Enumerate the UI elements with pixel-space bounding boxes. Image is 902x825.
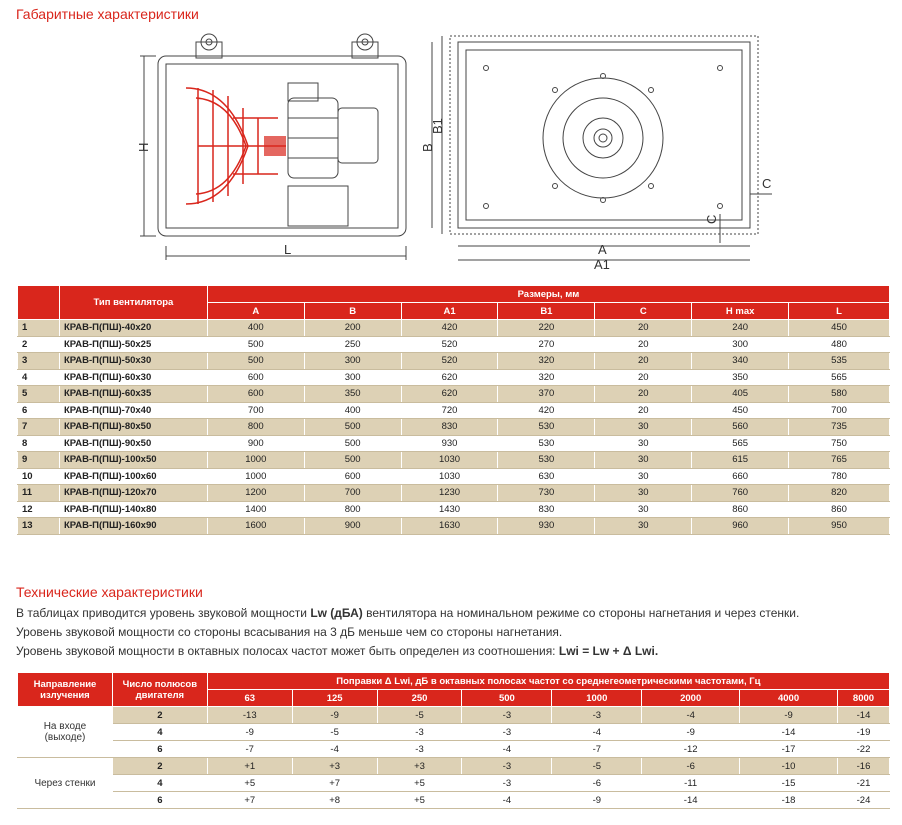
side-view-drawing xyxy=(138,28,413,263)
dims-header-sizes: Размеры, мм xyxy=(207,286,889,303)
label-H: H xyxy=(136,142,151,152)
dims-row-name: КРАВ-П(ПШ)-50х25 xyxy=(59,336,207,353)
dims-cell: 800 xyxy=(304,501,401,518)
sound-cell: -9 xyxy=(552,792,642,809)
p1-text-c: вентилятора на номинальном режиме со стороны нагнетания и через стенки. xyxy=(362,606,800,620)
dims-cell: 780 xyxy=(789,468,890,485)
dims-cell: 900 xyxy=(304,518,401,535)
dims-cell: 530 xyxy=(498,452,595,469)
sound-row xyxy=(18,792,890,809)
dims-cell: 370 xyxy=(498,386,595,403)
sound-cell: +3 xyxy=(292,758,377,775)
dims-col-header: A xyxy=(207,303,304,320)
dims-cell: 700 xyxy=(207,402,304,419)
dims-cell: 1230 xyxy=(401,485,498,502)
sound-freq-header: 125 xyxy=(292,690,377,707)
dims-row-name: КРАВ-П(ПШ)-80х50 xyxy=(59,419,207,436)
dims-cell: 350 xyxy=(304,386,401,403)
dims-cell: 300 xyxy=(304,353,401,370)
sound-cell: -14 xyxy=(837,707,889,724)
dims-cell: 580 xyxy=(789,386,890,403)
dims-row-name: КРАВ-П(ПШ)-70х40 xyxy=(59,402,207,419)
dims-cell: 620 xyxy=(401,386,498,403)
dims-row-name: КРАВ-П(ПШ)-100х50 xyxy=(59,452,207,469)
sound-row xyxy=(18,724,890,741)
dims-cell: 950 xyxy=(789,518,890,535)
dims-row-number: 4 xyxy=(18,369,60,386)
paragraph-3 xyxy=(16,644,658,658)
dims-row-number: 7 xyxy=(18,419,60,436)
sound-cell: +7 xyxy=(207,792,292,809)
p3-text-b: Lwi = Lw + Δ Lwi. xyxy=(558,644,659,658)
dims-cell: 620 xyxy=(401,369,498,386)
dims-row-number: 8 xyxy=(18,435,60,452)
sound-cell: -4 xyxy=(552,724,642,741)
sound-cell: -9 xyxy=(642,724,740,741)
dims-cell: 1430 xyxy=(401,501,498,518)
sound-cell: -3 xyxy=(462,707,552,724)
sound-row xyxy=(18,741,890,758)
sound-cell: -16 xyxy=(837,758,889,775)
tech-title: Технические характеристики xyxy=(16,584,203,600)
dims-cell: 300 xyxy=(304,369,401,386)
sound-cell: -21 xyxy=(837,775,889,792)
dims-row xyxy=(18,369,890,386)
dims-row xyxy=(18,452,890,469)
dims-cell: 30 xyxy=(595,419,692,436)
dims-cell: 600 xyxy=(207,386,304,403)
dims-cell: 20 xyxy=(595,369,692,386)
sound-cell: -13 xyxy=(207,707,292,724)
dims-row-number: 13 xyxy=(18,518,60,535)
dims-cell: 1030 xyxy=(401,468,498,485)
sound-cell: -3 xyxy=(552,707,642,724)
sound-cell: -7 xyxy=(552,741,642,758)
dims-cell: 240 xyxy=(692,320,789,337)
dims-cell: 350 xyxy=(692,369,789,386)
dims-row-name: КРАВ-П(ПШ)-140х80 xyxy=(59,501,207,518)
dims-cell: 565 xyxy=(692,435,789,452)
sound-header-direction: Направление излучения xyxy=(18,673,113,707)
sound-freq-header: 63 xyxy=(207,690,292,707)
dims-cell: 420 xyxy=(498,402,595,419)
dims-cell: 830 xyxy=(498,501,595,518)
dims-cell: 615 xyxy=(692,452,789,469)
dims-cell: 750 xyxy=(789,435,890,452)
sound-cell: -11 xyxy=(642,775,740,792)
sound-header-poles: Число полюсов двигателя xyxy=(112,673,207,707)
dims-row-number: 1 xyxy=(18,320,60,337)
sound-cell: -7 xyxy=(207,741,292,758)
sound-cell: +8 xyxy=(292,792,377,809)
dims-cell: 730 xyxy=(498,485,595,502)
dims-row xyxy=(18,336,890,353)
sound-poles: 6 xyxy=(112,741,207,758)
sound-cell: -9 xyxy=(292,707,377,724)
sound-cell: -18 xyxy=(740,792,838,809)
paragraph-2: Уровень звуковой мощности со стороны всасывания на 3 дБ меньше чем со стороны нагнетания. xyxy=(16,625,563,639)
dims-cell: 530 xyxy=(498,435,595,452)
dims-cell: 930 xyxy=(498,518,595,535)
sound-cell: -10 xyxy=(740,758,838,775)
sound-cell: -4 xyxy=(462,792,552,809)
sound-cell: +5 xyxy=(377,792,462,809)
dims-row-number: 2 xyxy=(18,336,60,353)
dims-cell: 860 xyxy=(692,501,789,518)
sound-cell: -14 xyxy=(740,724,838,741)
sound-cell: -17 xyxy=(740,741,838,758)
sound-poles: 2 xyxy=(112,758,207,775)
sound-cell: -3 xyxy=(462,775,552,792)
dims-cell: 500 xyxy=(207,353,304,370)
dims-col-header: H max xyxy=(692,303,789,320)
dims-cell: 400 xyxy=(207,320,304,337)
dims-cell: 420 xyxy=(401,320,498,337)
dims-header-type: Тип вентилятора xyxy=(59,286,207,320)
sound-freq-header: 4000 xyxy=(740,690,838,707)
sound-cell: -5 xyxy=(292,724,377,741)
dims-cell: 1000 xyxy=(207,452,304,469)
dims-row-name: КРАВ-П(ПШ)-40х20 xyxy=(59,320,207,337)
sound-freq-header: 250 xyxy=(377,690,462,707)
dims-row xyxy=(18,468,890,485)
sound-cell: -24 xyxy=(837,792,889,809)
dims-cell: 660 xyxy=(692,468,789,485)
sound-row xyxy=(18,775,890,792)
sound-cell: -9 xyxy=(207,724,292,741)
dims-row xyxy=(18,402,890,419)
sound-cell: -3 xyxy=(377,741,462,758)
dims-row-number: 9 xyxy=(18,452,60,469)
dims-cell: 1600 xyxy=(207,518,304,535)
dims-row-name: КРАВ-П(ПШ)-60х35 xyxy=(59,386,207,403)
dims-col-header: B xyxy=(304,303,401,320)
dims-cell: 720 xyxy=(401,402,498,419)
dims-row-number: 12 xyxy=(18,501,60,518)
dims-cell: 930 xyxy=(401,435,498,452)
dims-cell: 220 xyxy=(498,320,595,337)
paragraph-1 xyxy=(16,606,799,620)
sound-header-corrections: Поправки Δ Lwi, дБ в октавных полосах частот со среднегеометрическими частотами, Гц xyxy=(207,673,889,690)
dims-cell: 535 xyxy=(789,353,890,370)
front-view-drawing xyxy=(410,28,780,273)
sound-cell: -4 xyxy=(462,741,552,758)
sound-direction: На входе (выходе) xyxy=(18,707,113,758)
sound-poles: 4 xyxy=(112,724,207,741)
sound-poles: 2 xyxy=(112,707,207,724)
dims-row-number: 11 xyxy=(18,485,60,502)
p1-text-b: Lw (дБА) xyxy=(310,606,363,620)
dims-cell: 500 xyxy=(304,435,401,452)
sound-cell: -3 xyxy=(462,724,552,741)
dims-row xyxy=(18,320,890,337)
dims-cell: 30 xyxy=(595,468,692,485)
dims-cell: 800 xyxy=(207,419,304,436)
dims-row xyxy=(18,386,890,403)
dims-cell: 480 xyxy=(789,336,890,353)
sound-poles: 6 xyxy=(112,792,207,809)
sound-direction: Через стенки xyxy=(18,758,113,809)
dims-cell: 320 xyxy=(498,369,595,386)
label-A1: A1 xyxy=(594,257,610,272)
dims-cell: 900 xyxy=(207,435,304,452)
label-C-side: C xyxy=(762,176,772,191)
sound-cell: +7 xyxy=(292,775,377,792)
dims-cell: 530 xyxy=(498,419,595,436)
dims-cell: 200 xyxy=(304,320,401,337)
sound-cell: -15 xyxy=(740,775,838,792)
label-B: B xyxy=(420,143,435,152)
dims-cell: 405 xyxy=(692,386,789,403)
sound-cell: -19 xyxy=(837,724,889,741)
dims-cell: 20 xyxy=(595,320,692,337)
dims-cell: 250 xyxy=(304,336,401,353)
dims-cell: 520 xyxy=(401,353,498,370)
label-B1: B1 xyxy=(430,118,445,134)
dims-cell: 450 xyxy=(692,402,789,419)
dims-cell: 1200 xyxy=(207,485,304,502)
sound-cell: +5 xyxy=(377,775,462,792)
dims-row-number: 10 xyxy=(18,468,60,485)
sound-row xyxy=(18,758,890,775)
dims-cell: 300 xyxy=(692,336,789,353)
dims-cell: 1000 xyxy=(207,468,304,485)
sound-cell: +1 xyxy=(207,758,292,775)
dims-row xyxy=(18,353,890,370)
dims-cell: 30 xyxy=(595,518,692,535)
sound-cell: -12 xyxy=(642,741,740,758)
dims-row xyxy=(18,518,890,535)
dims-cell: 320 xyxy=(498,353,595,370)
dims-cell: 340 xyxy=(692,353,789,370)
dims-row-number: 3 xyxy=(18,353,60,370)
sound-freq-header: 1000 xyxy=(552,690,642,707)
dims-cell: 520 xyxy=(401,336,498,353)
dims-cell: 500 xyxy=(304,419,401,436)
dims-cell: 630 xyxy=(498,468,595,485)
sound-row xyxy=(18,707,890,724)
dimensions-title: Габаритные характеристики xyxy=(16,6,199,22)
dims-col-header: B1 xyxy=(498,303,595,320)
dims-col-header: A1 xyxy=(401,303,498,320)
dims-cell: 20 xyxy=(595,336,692,353)
dims-cell: 500 xyxy=(304,452,401,469)
label-L: L xyxy=(284,242,292,257)
dims-cell: 760 xyxy=(692,485,789,502)
dims-row xyxy=(18,501,890,518)
dims-cell: 735 xyxy=(789,419,890,436)
dims-cell: 700 xyxy=(304,485,401,502)
dims-cell: 30 xyxy=(595,485,692,502)
dims-cell: 30 xyxy=(595,452,692,469)
dims-cell: 830 xyxy=(401,419,498,436)
dims-cell: 400 xyxy=(304,402,401,419)
sound-cell: -6 xyxy=(642,758,740,775)
dims-cell: 700 xyxy=(789,402,890,419)
p3-text-a: Уровень звуковой мощности в октавных полосах частот может быть определен из соотношения: xyxy=(16,644,559,658)
sound-cell: +3 xyxy=(377,758,462,775)
dims-row-name: КРАВ-П(ПШ)-60х30 xyxy=(59,369,207,386)
label-C-bottom: C xyxy=(704,214,719,224)
dims-cell: 565 xyxy=(789,369,890,386)
dims-cell: 820 xyxy=(789,485,890,502)
sound-cell: -3 xyxy=(377,724,462,741)
dims-row xyxy=(18,419,890,436)
dims-cell: 1630 xyxy=(401,518,498,535)
sound-cell: -4 xyxy=(292,741,377,758)
dims-cell: 600 xyxy=(304,468,401,485)
sound-cell: -3 xyxy=(462,758,552,775)
dims-cell: 600 xyxy=(207,369,304,386)
dims-cell: 960 xyxy=(692,518,789,535)
dims-col-header: C xyxy=(595,303,692,320)
dims-cell: 560 xyxy=(692,419,789,436)
sound-cell: +5 xyxy=(207,775,292,792)
dims-cell: 20 xyxy=(595,386,692,403)
sound-cell: -5 xyxy=(552,758,642,775)
dims-cell: 30 xyxy=(595,501,692,518)
dims-row-name: КРАВ-П(ПШ)-90х50 xyxy=(59,435,207,452)
dims-col-header: L xyxy=(789,303,890,320)
dims-cell: 1400 xyxy=(207,501,304,518)
sound-poles: 4 xyxy=(112,775,207,792)
dims-row xyxy=(18,435,890,452)
sound-table xyxy=(17,672,890,809)
dims-row-name: КРАВ-П(ПШ)-160х90 xyxy=(59,518,207,535)
dims-cell: 450 xyxy=(789,320,890,337)
dims-row xyxy=(18,485,890,502)
dims-row-number: 6 xyxy=(18,402,60,419)
dims-cell: 1030 xyxy=(401,452,498,469)
p1-text-a: В таблицах приводится уровень звуковой мощности xyxy=(16,606,311,620)
dims-header-corner xyxy=(18,286,60,320)
dims-row-number: 5 xyxy=(18,386,60,403)
dims-row-name: КРАВ-П(ПШ)-100х60 xyxy=(59,468,207,485)
dims-cell: 500 xyxy=(207,336,304,353)
dims-cell: 765 xyxy=(789,452,890,469)
sound-freq-header: 500 xyxy=(462,690,552,707)
sound-cell: -4 xyxy=(642,707,740,724)
dims-cell: 30 xyxy=(595,435,692,452)
dims-cell: 270 xyxy=(498,336,595,353)
dims-row-name: КРАВ-П(ПШ)-50х30 xyxy=(59,353,207,370)
sound-cell: -22 xyxy=(837,741,889,758)
sound-cell: -9 xyxy=(740,707,838,724)
sound-cell: -14 xyxy=(642,792,740,809)
sound-cell: -5 xyxy=(377,707,462,724)
sound-freq-header: 2000 xyxy=(642,690,740,707)
dims-cell: 860 xyxy=(789,501,890,518)
sound-freq-header: 8000 xyxy=(837,690,889,707)
dims-cell: 20 xyxy=(595,353,692,370)
dimensions-table xyxy=(17,285,890,535)
dims-cell: 20 xyxy=(595,402,692,419)
label-A: A xyxy=(598,242,607,257)
sound-cell: -6 xyxy=(552,775,642,792)
dims-row-name: КРАВ-П(ПШ)-120х70 xyxy=(59,485,207,502)
